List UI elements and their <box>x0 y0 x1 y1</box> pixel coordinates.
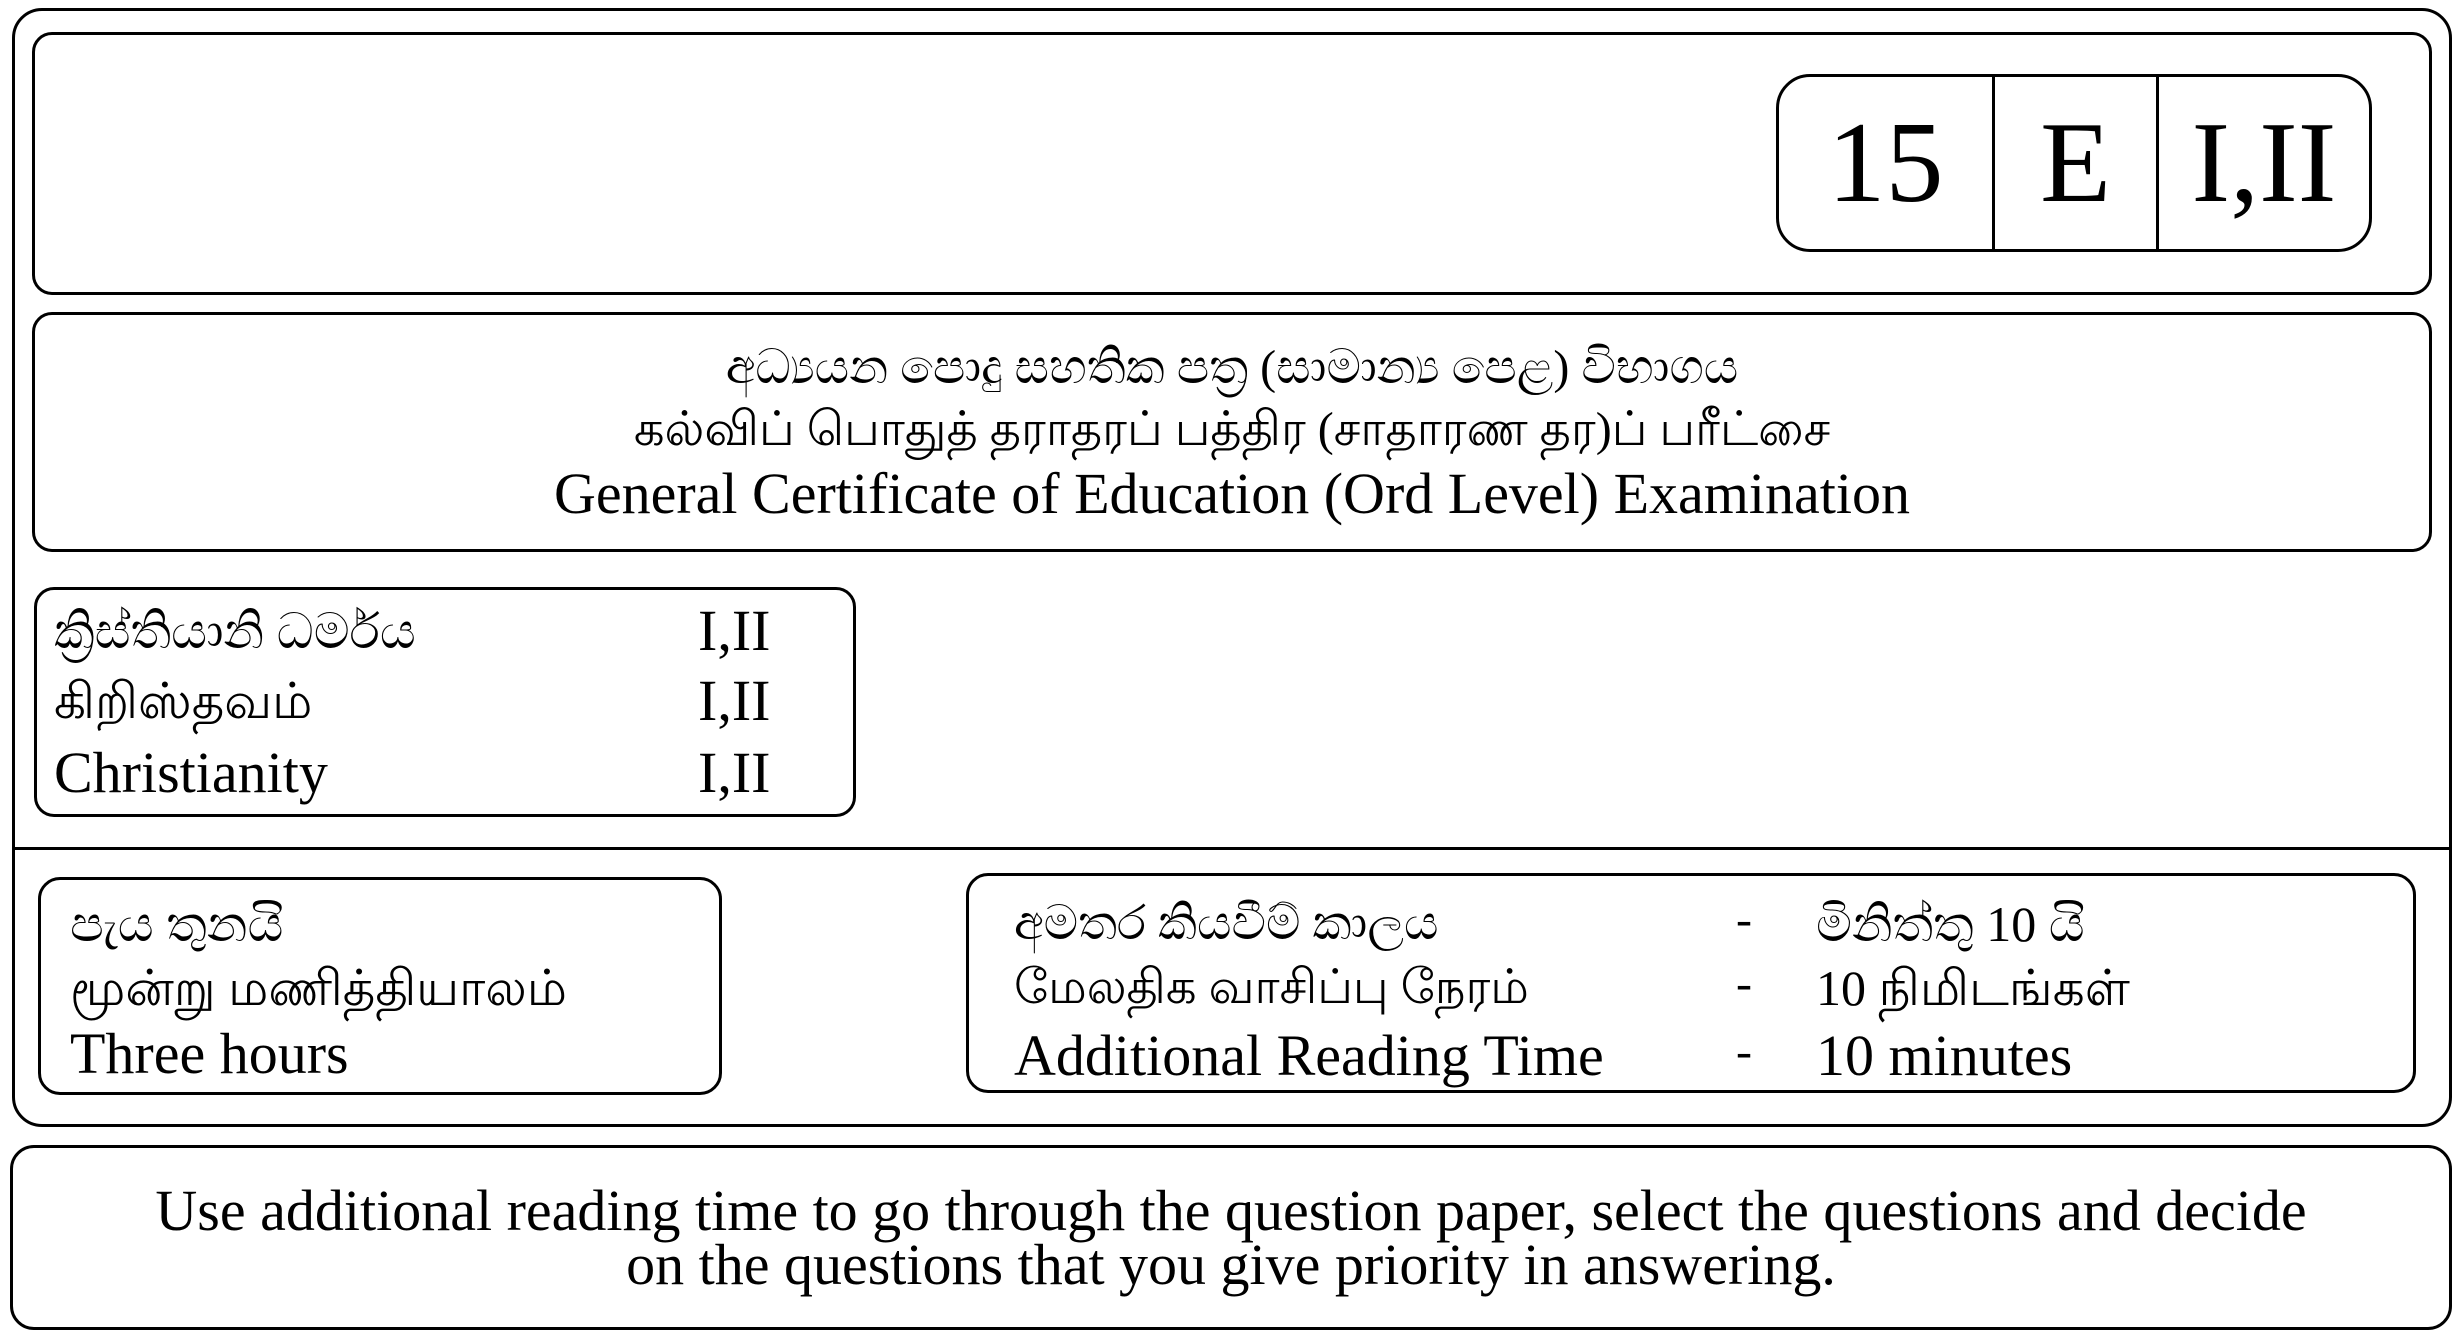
subject-name-tamil: கிறிஸ்தவம் <box>54 673 313 729</box>
paper-code-number: 15 <box>1779 77 1995 249</box>
reading-time-value-sinhala: මිනිත්තු 10 යි <box>1816 896 2085 952</box>
duration-english: Three hours <box>70 1021 349 1086</box>
subject-row-sinhala <box>54 596 794 666</box>
exam-title-tamil: கல்விப் பொதுத் தராதரப் பத்திர (சாதாரண தர)ப் பரீட்சை <box>633 403 1831 456</box>
paper-code-parts: I,II <box>2191 98 2337 227</box>
reading-time-label-english: Additional Reading Time <box>1014 1023 1604 1088</box>
subject-parts: I,II <box>698 598 771 663</box>
reading-time-label-tamil: மேலதிக வாசிப்பு நேரம் <box>1014 961 1529 1014</box>
exam-title-sinhala: අධ්‍යයන පොදු සහතික පත්‍ර (සාමාන්‍ය පෙළ) විභාගය <box>725 341 1739 394</box>
duration-tamil: மூன்று மணித்தியாலம் <box>70 960 568 1016</box>
reading-time-dash: - <box>1736 1025 1752 1078</box>
subject-name-english: Christianity <box>54 740 328 805</box>
instruction-line-1: Use additional reading time to go through the question paper, select the questions and decide <box>155 1177 2307 1243</box>
reading-time-label-sinhala: අමතර කියවීම් කාලය <box>1014 897 1439 950</box>
reading-time-value-tamil: 10 நிமிடங்கள் <box>1816 960 2130 1016</box>
subject-parts: I,II <box>698 740 771 805</box>
section-divider <box>12 847 2452 850</box>
subject-parts: I,II <box>698 668 771 733</box>
exam-title-english: General Certificate of Education (Ord Level) Examination <box>554 461 1910 526</box>
subject-row-tamil <box>54 666 794 736</box>
reading-time-dash: - <box>1736 893 1752 946</box>
exam-title-box <box>32 312 2432 552</box>
subject-row-english <box>54 738 794 808</box>
reading-time-value-english: 10 minutes <box>1816 1023 2073 1088</box>
instruction-box <box>10 1145 2452 1330</box>
subject-name-sinhala: ක්‍රිස්තියානි ධර්මය <box>54 603 416 659</box>
reading-time-dash: - <box>1736 957 1752 1010</box>
paper-code-language: E <box>1995 77 2159 249</box>
paper-code-box <box>1776 74 2372 252</box>
duration-sinhala: පැය තුනයි <box>70 896 284 952</box>
instruction-line-2: on the questions that you give priority in answering. <box>626 1231 1836 1297</box>
